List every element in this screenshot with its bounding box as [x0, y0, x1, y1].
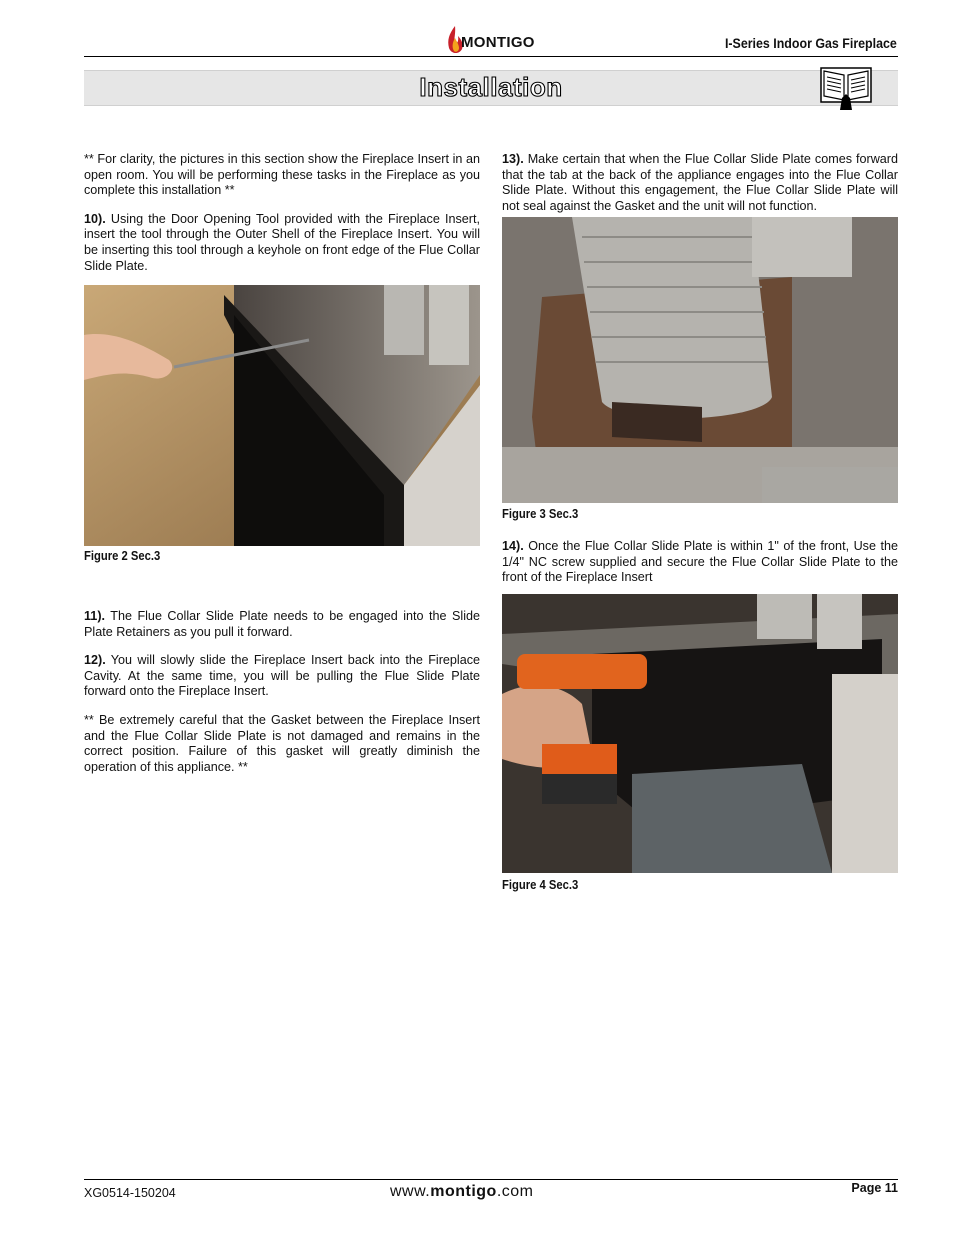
right-text-middle	[502, 539, 898, 599]
section-title-bar	[84, 70, 898, 106]
clarity-note: ** For clarity, the pictures in this section show the Fireplace Insert in an open room. You will be performing these tasks in the Fireplace as you complete this installation **	[84, 152, 480, 198]
manual-book-icon	[820, 66, 872, 112]
left-text-top	[84, 152, 480, 287]
step-10-text: Using the Door Opening Tool provided with the Fireplace Insert, insert the tool through the Outer Shell of the Fireplace Insert. You will be inserting this tool through a keyhole on front edge of the Flue Collar Slide Plate.	[84, 211, 480, 273]
step-11	[84, 609, 480, 640]
logo-wordmark: MONTIGO	[461, 34, 535, 51]
figure-4-caption: Figure 4 Sec.3	[502, 878, 579, 892]
step-14-number: 14).	[502, 539, 524, 553]
step-11-text: The Flue Collar Slide Plate needs to be engaged into the Slide Plate Retainers as you pull it forward.	[84, 609, 480, 639]
step-13-text: Make certain that when the Flue Collar Slide Plate comes forward that the tab at the back of the appliance engages into the Flue Collar Slide Plate. Without this engagement, the Flue Collar Slide Plate will not seal against the Gasket and the unit will not function.	[502, 152, 898, 213]
step-13-number: 13).	[502, 152, 524, 166]
website-url[interactable]	[390, 1183, 534, 1201]
header-divider	[84, 56, 898, 57]
step-12-text: You will slowly slide the Fireplace Insert back into the Fireplace Cavity. At the same time, you will be pulling the Flue Slide Plate forward onto the Fireplace Insert.	[84, 653, 480, 699]
document-code: XG0514-150204	[84, 1186, 176, 1200]
step-11-number: 11).	[84, 609, 106, 623]
figure-2-caption: Figure 2 Sec.3	[84, 549, 161, 563]
footer-divider	[84, 1179, 898, 1180]
step-12-number: 12).	[84, 653, 106, 668]
gasket-warning: ** Be extremely careful that the Gasket between the Fireplace Insert and the Flue Collar Slide Plate is not damaged and remains in the correct position. Failure of this gasket will greatly diminish the operation of this appliance. **	[84, 712, 480, 774]
section-title: Installation	[419, 72, 563, 102]
montigo-logo	[445, 24, 540, 58]
url-brand: montigo	[430, 1183, 497, 1200]
figure-4-photo	[502, 594, 898, 873]
page-number: Page 11	[851, 1181, 898, 1195]
url-prefix: www.	[390, 1183, 431, 1200]
left-text-bottom	[84, 609, 480, 788]
figure-3-photo	[502, 217, 898, 503]
step-10	[84, 212, 480, 274]
url-suffix: .com	[496, 1183, 534, 1200]
figure-3-caption: Figure 3 Sec.3	[502, 507, 579, 521]
step-13	[502, 152, 898, 214]
header-title: I-Series Indoor Gas Fireplace	[725, 36, 897, 51]
figure-2-photo	[84, 285, 480, 546]
step-10-number: 10).	[84, 211, 106, 226]
step-14-text: Once the Flue Collar Slide Plate is within 1" of the front, Use the 1/4" NC screw supplied and secure the Flue Collar Slide Plate to the front of the Fireplace Insert	[502, 539, 898, 585]
step-14	[502, 539, 898, 586]
step-12	[84, 653, 480, 700]
